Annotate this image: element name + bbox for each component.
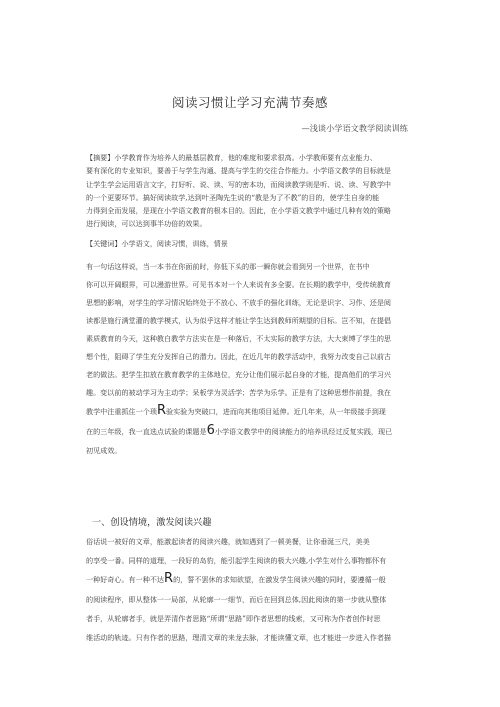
body-line xyxy=(86,570,416,590)
body-paragraph xyxy=(86,258,416,460)
body-line xyxy=(86,422,416,442)
body-text: 在的三年级，我一直选点试验的课题是 xyxy=(86,427,207,436)
body-line: 维活动的轨迹。只有作者的思路，理清文章的来龙去脉，才能读懂文章，也才能进一步进入作者描 xyxy=(86,633,392,642)
section-paragraph xyxy=(86,532,416,647)
body-line: 素质教育的今天，这种教白教学方法实在是一种落后，不太实际的教学方法，大大束缚了学生的思 xyxy=(86,334,392,343)
abstract-line: 进行阅读，可以达到事半功倍的效果。 xyxy=(86,219,207,229)
body-text: 的，誓不罢休的求知欲望，在激发学生阅读兴趣的同时，要遵循一般 xyxy=(173,575,386,584)
body-line: 初见成效。 xyxy=(86,446,122,455)
body-text: 小学语文教学中的阅读能力的培养讯经过反复实践，现已 xyxy=(214,427,393,436)
body-line: 读都是施行满堂灌的教学模式，认为似乎这样才能让学生达到教师所期望的目标。岂不知，在提倡 xyxy=(86,316,392,325)
large-glyph: R xyxy=(156,403,166,418)
document-title: 阅读习惯让学习充满节奏感 xyxy=(171,95,328,110)
abstract-paragraph xyxy=(86,151,416,231)
body-line: 的阅读程序，即从整体一一局部，从轮廓一一细节，而后在回到总体,因此阅读的第一步就从整体 xyxy=(86,595,387,604)
abstract-line: 【摘要】小学教育作为培养人的最基层教育，他的难度和要求很高。小学教师要有点业能力、 xyxy=(86,153,377,162)
body-line xyxy=(86,402,416,422)
abstract-line: 力得到全而发展，是现在小学语文教育的根本目的。因此，在小学语文教学中通过几种有效的策略 xyxy=(86,206,392,216)
body-line: 者手，从轮廓者手，就是弄清作者思路“所谓“思路”即作者思想的线索，又可称为作者创作时思 xyxy=(86,614,381,623)
large-glyph: 6 xyxy=(206,423,215,438)
keywords xyxy=(86,237,416,251)
body-line: 有一句话这样说，当一本书在你面前时，你低下头的那一瞬你就会看到另一个世界，在书中 xyxy=(86,262,370,271)
body-line: 的享受一番。同样的道理，一段好的岛豹，能引起学生阅读的极大兴趣,小学生对什么事物都怀有 xyxy=(86,556,387,565)
document-subtitle: —浅谈小学语文教学阅读训练 xyxy=(301,123,408,133)
body-text: 验实验为突破口，进而向其他项目延伸。近几年来，从一年级接手到现 xyxy=(165,407,386,416)
body-line: 老的做法。把学生扣放在教育教学的主体地位，充分让他们展示起自身的才能，提高他们的学习兴 xyxy=(86,370,392,379)
body-text: 一种好奇心。有一种不达 xyxy=(86,575,165,584)
section-heading: 一、创设情境，激发阅读兴趣 xyxy=(92,517,212,528)
body-line: 俗话说一被好的文章，能激起读者的阅读兴趣，就如遇到了一顿美餐，让你垂涎三尺，美美 xyxy=(86,537,370,546)
keywords-line: 【关键词】小学语文，阅读习惯，训练，情景 xyxy=(86,239,228,248)
body-line: 想个性，阻碍了学生充分发挥自己的潜力。因此，在近几年的教学活动中，我努力改变自己以前古 xyxy=(86,352,392,361)
abstract-line: 要有深化的专业知识，要善于与学生沟通、提高与学生的交往合作能力。小学语文教学的目标就是 xyxy=(86,166,392,176)
body-text: 教学中注重抓住一个琐 xyxy=(86,407,157,416)
body-line: 你可以开阔眼界，可以漫游世界。可见书本对一个人来说有多全要。在长期的教学中，受传统教育 xyxy=(86,280,392,289)
abstract-line: 让学生学会运用语言文字，打好听、说、读、写的密本功，而阅读教学则是听、说、读、写教学中 xyxy=(86,179,392,189)
abstract-line: 的一个更要环节。搞好阅读故学,达到叶圣陶先生说的“教是为了不教”的目的，使学生自身的能 xyxy=(86,192,380,202)
body-line: 趣。变以前的被动学习为主动学；呆板学为灵活学；苦学为乐学。正是有了这种思想作前提，我在 xyxy=(86,388,392,397)
large-glyph: R xyxy=(164,571,174,586)
body-line: 思想的影响，对学生的学习情况始终处于不放心、不放手的强化训练，无论是识字、习作、还是阅 xyxy=(86,298,392,307)
